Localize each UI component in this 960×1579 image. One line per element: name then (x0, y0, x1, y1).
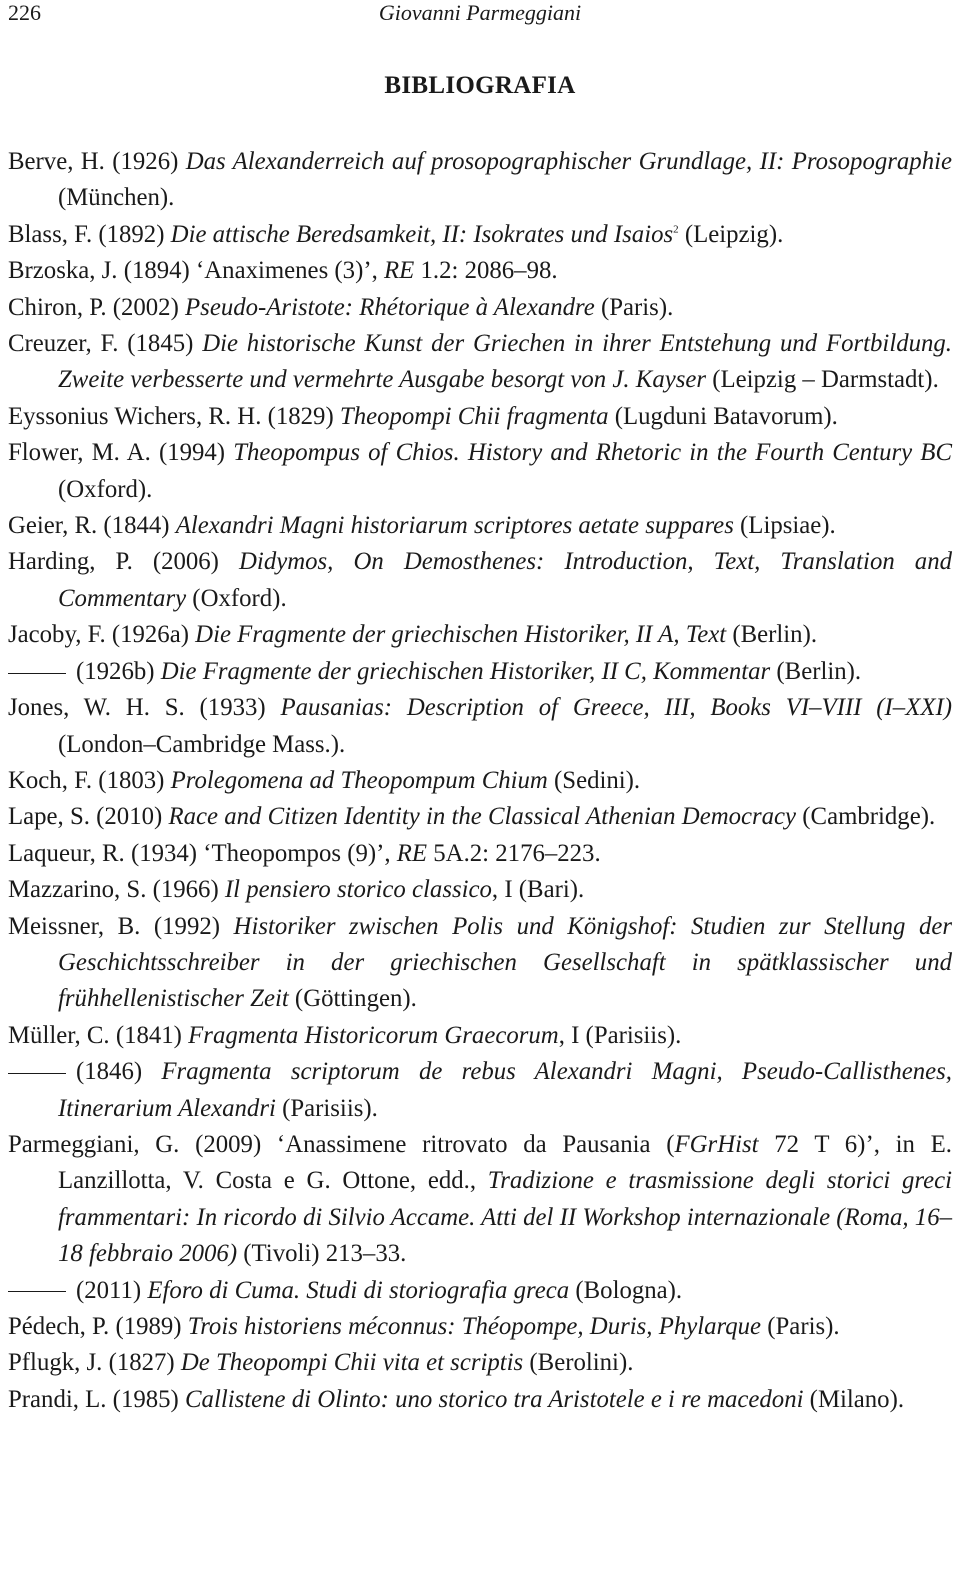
bib-entry (8, 872, 952, 908)
entry-text: (Milano). (803, 1385, 905, 1413)
entry-text: (London–Cambridge Mass.). (58, 730, 346, 758)
entry-text: (Bologna). (569, 1276, 683, 1304)
entry-title: Didymos, On Demosthenes: Introduction, Text, Translation and Commentary (58, 548, 953, 612)
entry-text: Jones, W. H. S. (1933) (8, 694, 281, 722)
entry-text: (Lugduni Batavorum). (608, 402, 838, 430)
entry-text: Flower, M. A. (1994) (8, 439, 234, 467)
entry-text: (Cambridge). (796, 803, 936, 831)
entry-text: (Paris). (594, 293, 674, 321)
entry-text: (Berolini). (523, 1349, 634, 1377)
entry-title: Die Fragmente der griechischen Historiker, II C, Kommentar (160, 657, 771, 685)
ditto-dash (8, 1073, 66, 1074)
entry-title: Fragmenta scriptorum de rebus Alexandri Magni, Pseudo-Callisthenes, Itinerarium Alexandri (58, 1058, 952, 1122)
running-head: Giovanni Parmeggiani (378, 0, 582, 25)
entry-text: (Lipsiae). (733, 512, 836, 540)
entry-text: (Leipzig – Darmstadt). (706, 366, 939, 394)
entry-text: (Oxford). (186, 584, 287, 612)
bib-entry (8, 399, 952, 435)
entry-title: Fragmenta Historicorum Graecorum (188, 1021, 559, 1049)
bib-entry (8, 690, 952, 763)
bib-entry (8, 1273, 952, 1309)
entry-title: Pseudo-Aristote: Rhétorique à Alexandre (185, 293, 595, 321)
entry-text: Chiron, P. (2002) (8, 293, 186, 321)
entry-text: Brzoska, J. (1894) ‘Anaximenes (3)’, (8, 257, 384, 285)
entry-title: Die attische Beredsamkeit, II: Isokrates und Isaios (170, 220, 674, 248)
entry-title: Tradizione e trasmissione degli storici greci frammentari: In ricordo di Silvio Accame. Atti del II Workshop internazionale (Roma, 16–18 febbraio 2006) (58, 1167, 953, 1268)
entry-text: Pflugk, J. (1827) (8, 1349, 181, 1377)
entry-title: Prolegomena ad Theopompum Chium (170, 766, 548, 794)
entry-text: Berve, H. (1926) (8, 148, 186, 175)
entry-title: Die historische Kunst der Griechen in ihrer Entstehung und Fortbildung. Zweite verbesserte und vermehrte Ausgabe besorgt von J. Kayser (58, 330, 953, 394)
entry-title: Historiker zwischen Polis und Königshof: Studien zur Stellung der Geschichtsschreiber in der griechischen Gesellschaft in spätklassischer und frühhellenistischer Zeit (58, 912, 953, 1013)
entry-text: 72 T 6)’, in E. Lanzillotta, V. Costa e G. Ottone, edd., (58, 1130, 952, 1195)
entry-text: Blass, F. (1892) (8, 220, 171, 248)
entry-text: Koch, F. (1803) (8, 766, 171, 794)
entry-text: (Sedini). (547, 766, 641, 794)
entry-title: Il pensiero storico classico (224, 876, 492, 904)
bib-entry (8, 508, 952, 544)
bib-entry (8, 617, 952, 653)
entry-text: (Tivoli) 213–33. (237, 1240, 407, 1268)
entry-title: Callistene di Olinto: uno storico tra Aristotele e i re macedoni (185, 1385, 804, 1413)
entry-text: 1.2: 2086–98. (414, 257, 558, 285)
entry-title: Das Alexanderreich auf prosopographischer Grundlage, II: Prosopographie (185, 148, 952, 175)
entry-title: Theopompi Chii fragmenta (339, 402, 609, 430)
bib-entry (8, 1018, 952, 1054)
bib-entry (8, 799, 952, 835)
bib-entry (8, 909, 952, 1018)
entry-text: , I (Bari). (491, 876, 585, 904)
entry-title: Race and Citizen Identity in the Classical Athenian Democracy (168, 803, 797, 831)
bib-entry (8, 435, 952, 508)
bib-entry (8, 217, 952, 253)
entry-title: Eforo di Cuma. Studi di storiografia greca (147, 1276, 570, 1304)
entry-text: (Leipzig). (678, 220, 784, 248)
bib-entry (8, 326, 952, 399)
entry-text: (Parisiis). (275, 1094, 378, 1122)
bib-entry (8, 1127, 952, 1273)
entry-text: (Berlin). (770, 657, 862, 685)
entry-text: Meissner, B. (1992) (8, 912, 234, 940)
entry-text: Laqueur, R. (1934) ‘Theopompos (9)’, (8, 839, 397, 867)
entry-title: Pausanias: Description of Greece, III, Books VI–VIII (I–XXI) (280, 694, 952, 722)
entry-text: Lape, S. (2010) (8, 803, 169, 831)
entry-text: (Paris). (761, 1313, 840, 1340)
entry-text: (2011) (76, 1276, 148, 1304)
bib-entry (8, 654, 952, 690)
page-number: 226 (8, 0, 41, 25)
superscript: 2 (673, 223, 679, 236)
entry-title: FGrHist (674, 1130, 759, 1158)
ditto-dash (8, 1291, 66, 1292)
entry-text: (1846) (76, 1058, 162, 1086)
entry-text: Geier, R. (1844) (8, 512, 176, 540)
entry-text: Creuzer, F. (1845) (8, 330, 203, 358)
entry-text: (Göttingen). (288, 985, 417, 1013)
entry-text: Mazzarino, S. (1966) (8, 876, 225, 904)
entry-text: , I (Parisiis). (558, 1021, 682, 1049)
entry-title: Alexandri Magni historiarum scriptores aetate suppares (175, 512, 734, 540)
entry-text: Pédech, P. (1989) (8, 1313, 188, 1340)
entry-text: Müller, C. (1841) (8, 1021, 189, 1049)
bib-entry (8, 144, 952, 217)
entry-title: Theopompus of Chios. History and Rhetoric in the Fourth Century BC (233, 439, 952, 467)
entry-text: (Oxford). (58, 475, 153, 503)
bib-entry (8, 1054, 952, 1127)
entry-text: (Berlin). (726, 621, 818, 649)
bibliography-list (8, 144, 952, 1418)
bib-entry (8, 253, 952, 289)
entry-text: Prandi, L. (1985) (8, 1385, 185, 1413)
entry-title: Trois historiens méconnus: Théopompe, Duris, Phylarque (187, 1313, 762, 1340)
ditto-dash (8, 673, 66, 674)
bib-entry (8, 290, 952, 326)
entry-title: RE (384, 257, 415, 285)
section-title: BIBLIOGRAFIA (384, 72, 576, 99)
entry-text: Eyssonius Wichers, R. H. (1829) (8, 402, 340, 430)
bib-entry (8, 1382, 952, 1418)
entry-text: Harding, P. (2006) (8, 548, 240, 576)
entry-title: Die Fragmente der griechischen Historiker, II A, Text (195, 621, 727, 649)
entry-text: Jacoby, F. (1926a) (8, 621, 196, 649)
entry-text: (München). (58, 184, 175, 212)
bib-entry (8, 1309, 952, 1345)
entry-text: (1926b) (76, 657, 161, 685)
entry-text: Parmeggiani, G. (2009) ‘Anassimene ritrovato da Pausania ( (8, 1130, 675, 1158)
bib-entry (8, 544, 952, 617)
entry-title: RE (396, 839, 428, 867)
entry-text: 5A.2: 2176–223. (427, 839, 601, 867)
bib-entry (8, 836, 952, 872)
bib-entry (8, 1345, 952, 1381)
page-header (8, 0, 952, 30)
entry-title: De Theopompi Chii vita et scriptis (180, 1349, 524, 1377)
bib-entry (8, 763, 952, 799)
